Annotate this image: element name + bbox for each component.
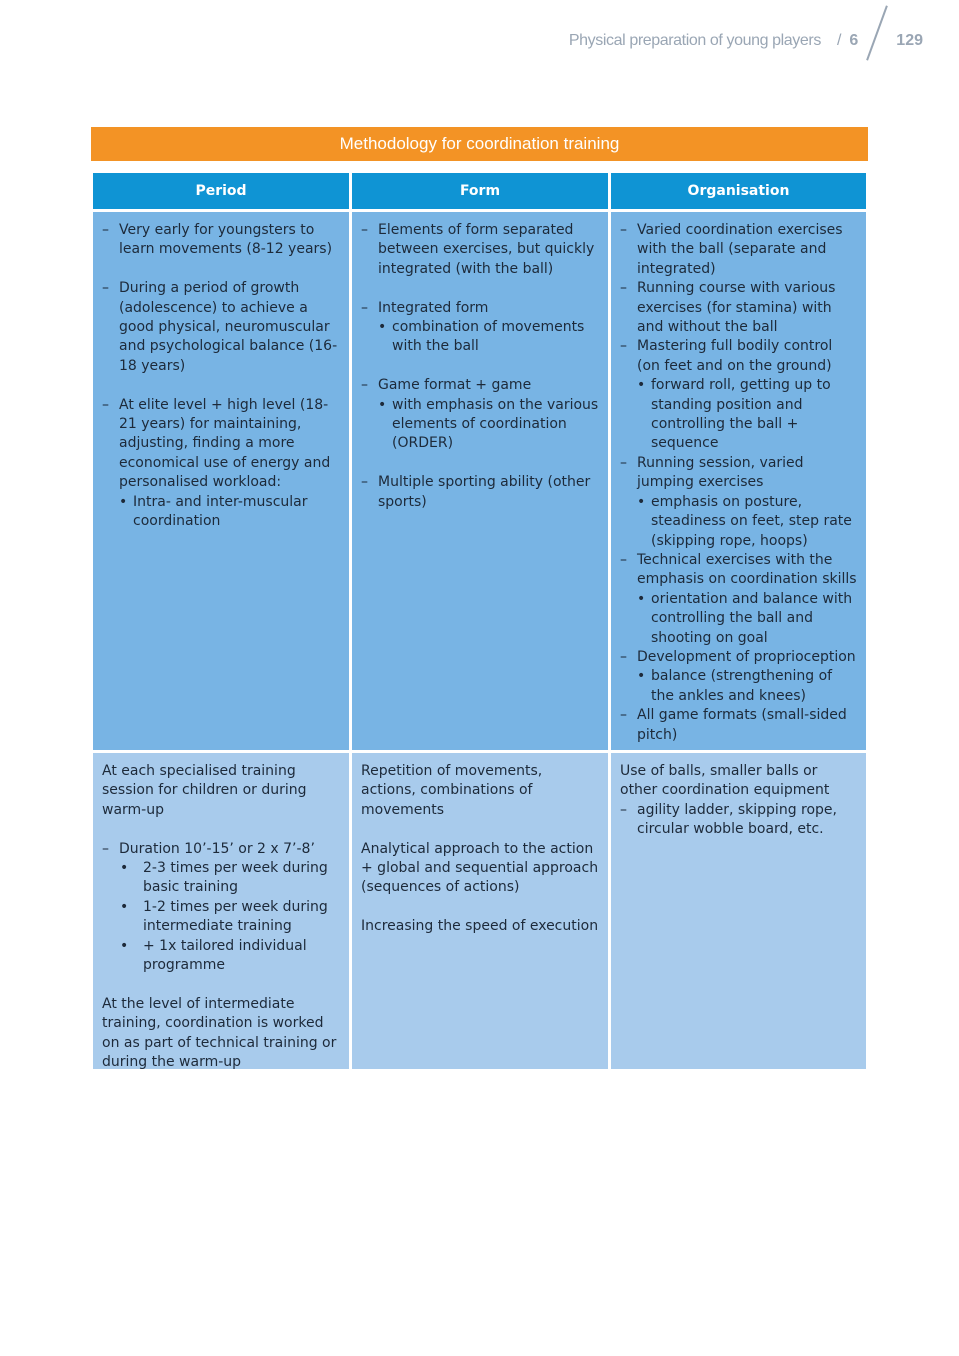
page-number: 129 — [896, 32, 923, 49]
list-item: – Varied coordination exercises with the ball (separate and integrated) — [620, 221, 858, 279]
list-item: – Multiple sporting ability (other sports) — [361, 473, 600, 512]
paragraph: Analytical approach to the action + global and sequential approach (sequences of actions) — [361, 840, 599, 896]
list-item: – All game formats (small-sided pitch) — [620, 706, 858, 745]
column-header-organisation: Organisation — [611, 173, 866, 209]
column-header-form: Form — [352, 173, 608, 209]
cell-organisation-1 — [611, 212, 866, 750]
list-item: – Elements of form separated between exercises, but quickly integrated (with the ball) — [361, 221, 600, 279]
list-item: • forward roll, getting up to standing position and controlling the ball + sequence — [620, 376, 858, 454]
paragraph: Increasing the speed of execution — [361, 918, 599, 935]
cell-period-2 — [93, 753, 349, 1069]
slash-divider — [866, 5, 888, 60]
list-item: • 1-2 times per week during intermediate training — [102, 898, 341, 937]
table-title-banner: Methodology for coordination training — [91, 127, 868, 161]
cell-form-2 — [352, 753, 608, 1069]
list-item: – Running course with various exercises (for stamina) with and without the ball — [620, 279, 858, 337]
column-header-period: Period — [93, 173, 349, 209]
methodology-table — [93, 173, 866, 1069]
list-item: • emphasis on posture, steadiness on feet, step rate (skipping rope, hoops) — [620, 493, 858, 551]
list-item: • 2-3 times per week during basic training — [102, 859, 341, 898]
list-item: – At elite level + high level (18-21 years) for maintaining, adjusting, finding a more economical use of energy and personalised workload: — [102, 396, 341, 493]
chapter-number: 6 — [849, 32, 859, 49]
page-header — [569, 26, 923, 56]
running-title: Physical preparation of young players — [568, 32, 821, 49]
list-item: – Running session, varied jumping exercises — [620, 454, 858, 493]
list-item: – agility ladder, skipping rope, circular wobble board, etc. — [620, 801, 858, 840]
list-item: – Integrated form — [361, 299, 600, 318]
list-item: – Development of proprioception — [620, 648, 858, 667]
paragraph: Repetition of movements, actions, combinations of movements — [361, 763, 543, 818]
list-item: – Technical exercises with the emphasis on coordination skills — [620, 551, 858, 590]
list-item: • Intra- and inter-muscular coordination — [102, 493, 341, 532]
cell-form-1 — [352, 212, 608, 750]
paragraph: At the level of intermediate training, coordination is worked on as part of technical training or during the warm-up — [102, 995, 337, 1071]
list-item: • combination of movements with the ball — [361, 318, 600, 357]
paragraph: Use of balls, smaller balls or other coordination equipment — [620, 763, 830, 799]
cell-period-1 — [93, 212, 349, 750]
list-item: – During a period of growth (adolescence) to achieve a good physical, neuromuscular and psychological balance (16-18 years) — [102, 279, 341, 376]
paragraph: At each specialised training session for children or during warm-up — [102, 763, 307, 818]
list-item: – Game format + game — [361, 376, 600, 395]
list-item: • + 1x tailored individual programme — [102, 937, 341, 976]
cell-organisation-2 — [611, 753, 866, 1069]
list-item: – Very early for youngsters to learn movements (8-12 years) — [102, 221, 341, 260]
list-item: – Duration 10’-15’ or 2 x 7’-8’ — [102, 840, 341, 859]
list-item: • with emphasis on the various elements of coordination (ORDER) — [361, 396, 600, 454]
list-item: – Mastering full bodily control (on feet and on the ground) — [620, 337, 858, 376]
list-item: • orientation and balance with controlling the ball and shooting on goal — [620, 590, 858, 648]
title-separator: / — [836, 32, 842, 49]
list-item: • balance (strengthening of the ankles and knees) — [620, 667, 858, 706]
